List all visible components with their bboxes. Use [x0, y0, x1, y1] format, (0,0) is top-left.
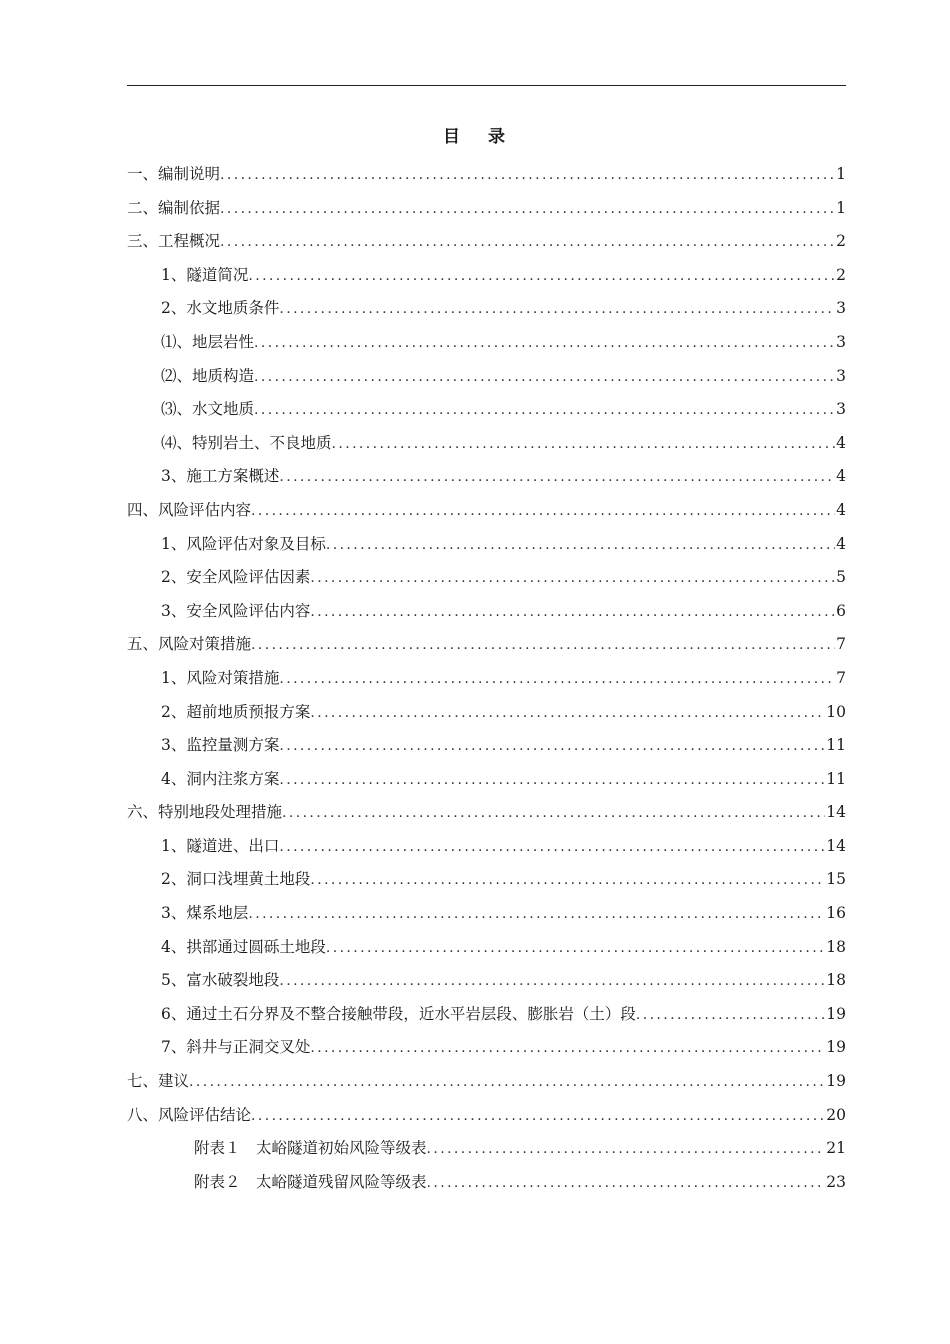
toc-entry-label: 2、洞口浅埋黄土地段 [161, 870, 311, 889]
toc-entry-page: 16 [826, 904, 846, 923]
toc-entry-label: ⑵、地质构造 [161, 366, 255, 385]
toc-leader-dots [248, 260, 835, 294]
toc-entry-page: 20 [826, 1105, 846, 1124]
toc-entry[interactable] [127, 796, 846, 830]
toc-entry[interactable] [127, 292, 846, 326]
toc-entry-label: 附表１ 太峪隧道初始风险等级表 [194, 1139, 427, 1158]
toc-entry-label: 2、超前地质预报方案 [161, 702, 311, 721]
toc-leader-dots [427, 1133, 826, 1167]
toc-entry-label: 1、隧道简况 [161, 265, 249, 284]
toc-entry-label: 3、安全风险评估内容 [161, 601, 311, 620]
toc-entry-page: 3 [836, 400, 846, 419]
toc-leader-dots [254, 327, 835, 361]
toc-entry-label: 八、风险评估结论 [127, 1105, 252, 1124]
toc-entry-page: 18 [826, 971, 846, 990]
toc-entry-page: 1 [836, 165, 846, 183]
toc-entry-label: 7、斜井与正洞交叉处 [161, 1038, 311, 1057]
toc-entry-label: 四、风险评估内容 [127, 500, 252, 519]
toc-entry-label: 5、富水破裂地段 [161, 971, 280, 990]
toc-entry-page: 19 [826, 1004, 846, 1023]
toc-entry-label: 附表２ 太峪隧道残留风险等级表 [194, 1172, 427, 1191]
toc-entry-label: 3、监控量测方案 [161, 736, 280, 755]
toc-entry-page: 4 [836, 534, 846, 553]
toc-entry-page: 11 [826, 769, 846, 788]
toc-entry[interactable] [127, 662, 846, 696]
toc-entry-page: 2 [836, 265, 846, 284]
toc-title-char-1: 目 [443, 127, 462, 147]
toc-leader-dots [251, 629, 835, 663]
header-rule [127, 85, 846, 86]
table-of-contents [127, 158, 846, 1199]
toc-entry-page: 5 [836, 568, 846, 587]
toc-leader-dots [282, 797, 825, 831]
toc-leader-dots [220, 193, 835, 227]
toc-entry[interactable] [127, 729, 846, 763]
toc-entry-page: 14 [826, 803, 846, 822]
toc-leader-dots [326, 932, 825, 966]
toc-entry-page: 3 [836, 332, 846, 351]
toc-entry-page: 4 [836, 433, 846, 452]
toc-leader-dots [310, 864, 825, 898]
toc-entry[interactable] [127, 192, 846, 226]
toc-entry[interactable] [127, 897, 846, 931]
toc-leader-dots [310, 697, 825, 731]
toc-entry-label: 3、煤系地层 [161, 904, 249, 923]
toc-entry-page: 1 [836, 198, 846, 217]
toc-leader-dots [220, 159, 835, 193]
toc-entry-label: 1、风险对策措施 [161, 668, 280, 687]
toc-leader-dots [248, 898, 825, 932]
toc-leader-dots [279, 965, 825, 999]
toc-entry-page: 3 [836, 366, 846, 385]
toc-leader-dots [251, 495, 835, 529]
toc-leader-dots [254, 394, 835, 428]
toc-leader-dots [220, 226, 835, 260]
toc-entry-page: 21 [826, 1139, 846, 1158]
toc-entry-page: 10 [826, 702, 846, 721]
toc-entry-page: 3 [836, 299, 846, 318]
toc-leader-dots [310, 1032, 825, 1066]
toc-entry[interactable] [127, 158, 846, 192]
toc-entry-page: 15 [826, 870, 846, 889]
toc-entry-page: 4 [836, 500, 846, 519]
toc-entry-page: 7 [836, 668, 846, 687]
toc-entry[interactable] [127, 696, 846, 730]
toc-entry[interactable] [127, 1031, 846, 1065]
toc-entry-page: 18 [826, 937, 846, 956]
toc-entry-page: 6 [836, 601, 846, 620]
toc-entry[interactable] [127, 830, 846, 864]
toc-entry-page: 19 [826, 1072, 846, 1091]
toc-entry-label: ⑴、地层岩性 [161, 332, 255, 351]
toc-entry[interactable] [127, 427, 846, 461]
toc-entry-label: ⑶、水文地质 [161, 400, 255, 419]
toc-entry-page: 19 [826, 1038, 846, 1057]
toc-entry-label: 五、风险对策措施 [127, 635, 252, 654]
toc-entry-label: 2、水文地质条件 [161, 299, 280, 318]
toc-entry-label: 1、隧道进、出口 [161, 836, 280, 855]
toc-entry[interactable] [127, 998, 846, 1032]
toc-leader-dots [332, 428, 836, 462]
toc-entry-page: 7 [836, 635, 846, 654]
toc-entry[interactable] [127, 931, 846, 965]
toc-entry-label: 4、拱部通过圆砾土地段 [161, 937, 326, 956]
toc-leader-dots [279, 831, 825, 865]
toc-leader-dots [279, 461, 835, 495]
toc-entry[interactable] [127, 595, 846, 629]
toc-title-char-2: 录 [488, 127, 507, 147]
toc-entry-label: 6、通过土石分界及不整合接触带段，近水平岩层段、膨胀岩（土）段 [161, 1004, 636, 1023]
toc-leader-dots [310, 596, 835, 630]
toc-entry-page: 4 [836, 467, 846, 486]
toc-leader-dots [636, 999, 825, 1033]
toc-entry-label: 七、建议 [127, 1072, 190, 1091]
toc-entry-label: ⑷、特别岩土、不良地质 [161, 433, 332, 452]
toc-entry[interactable] [127, 259, 846, 293]
toc-leader-dots [189, 1066, 825, 1100]
toc-entry[interactable] [127, 863, 846, 897]
toc-entry-label: 4、洞内注浆方案 [161, 769, 280, 788]
toc-entry[interactable] [127, 628, 846, 662]
toc-leader-dots [279, 764, 825, 798]
toc-entry[interactable] [127, 393, 846, 427]
toc-entry[interactable] [127, 964, 846, 998]
toc-leader-dots [279, 663, 835, 697]
toc-entry[interactable] [127, 1099, 846, 1133]
toc-entry[interactable] [127, 1166, 846, 1200]
toc-leader-dots [279, 730, 825, 764]
toc-entry-page: 11 [826, 736, 846, 755]
toc-entry-label: 二、编制依据 [127, 198, 221, 217]
toc-title [0, 122, 950, 147]
toc-entry[interactable] [127, 1065, 846, 1099]
toc-leader-dots [251, 1100, 825, 1134]
toc-entry-label: 一、编制说明 [127, 165, 221, 183]
toc-entry-label: 三、工程概况 [127, 232, 221, 251]
toc-entry[interactable] [127, 1132, 846, 1166]
toc-leader-dots [310, 562, 835, 596]
toc-entry[interactable] [127, 460, 846, 494]
toc-entry[interactable] [127, 360, 846, 394]
toc-entry[interactable] [127, 561, 846, 595]
toc-entry[interactable] [127, 225, 846, 259]
toc-entry-label: 六、特别地段处理措施 [127, 803, 283, 822]
toc-leader-dots [254, 361, 835, 395]
toc-entry-label: 3、施工方案概述 [161, 467, 280, 486]
toc-entry[interactable] [127, 763, 846, 797]
toc-entry[interactable] [127, 494, 846, 528]
toc-entry-label: 1、风险评估对象及目标 [161, 534, 326, 553]
toc-leader-dots [326, 529, 835, 563]
toc-entry-page: 2 [836, 232, 846, 251]
toc-leader-dots [427, 1167, 826, 1201]
toc-entry-page: 14 [826, 836, 846, 855]
toc-entry[interactable] [127, 528, 846, 562]
toc-leader-dots [279, 293, 835, 327]
toc-entry[interactable] [127, 326, 846, 360]
toc-entry-page: 23 [826, 1172, 846, 1191]
toc-entry-label: 2、安全风险评估因素 [161, 568, 311, 587]
